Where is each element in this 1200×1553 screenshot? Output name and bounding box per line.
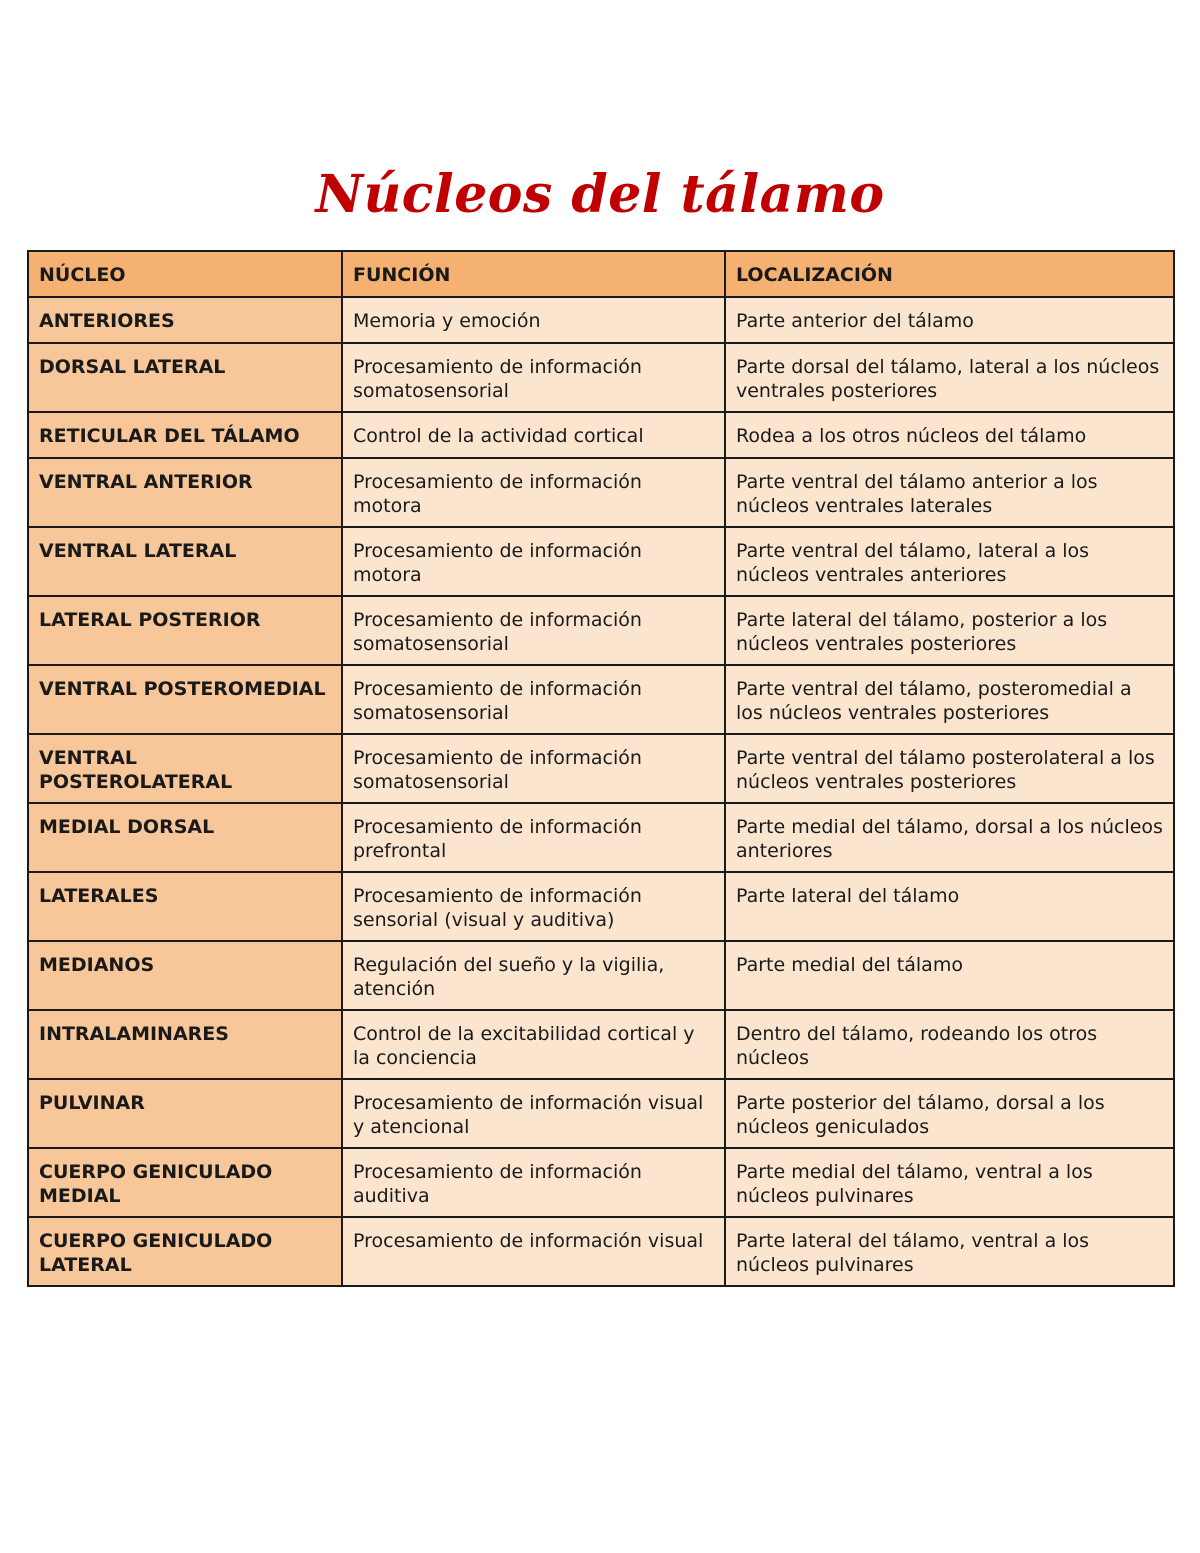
nucleus-location: Parte ventral del tálamo, posteromedial a los núcleos ventrales posteriores — [725, 665, 1174, 734]
table-row — [28, 458, 1174, 527]
nucleus-location: Parte ventral del tálamo anterior a los núcleos ventrales laterales — [725, 458, 1174, 527]
nucleus-name: VENTRAL POSTEROMEDIAL — [28, 665, 342, 734]
nucleus-name: RETICULAR DEL TÁLAMO — [28, 412, 342, 458]
nucleus-location: Parte medial del tálamo, dorsal a los núcleos anteriores — [725, 803, 1174, 872]
nucleus-name: ANTERIORES — [28, 297, 342, 343]
nucleus-location: Parte medial del tálamo, ventral a los núcleos pulvinares — [725, 1148, 1174, 1217]
nucleus-location: Parte medial del tálamo — [725, 941, 1174, 1010]
header-localizacion: LOCALIZACIÓN — [725, 251, 1174, 297]
table-row — [28, 872, 1174, 941]
table-row — [28, 596, 1174, 665]
nucleus-function: Procesamiento de información motora — [342, 458, 725, 527]
nucleus-function: Control de la actividad cortical — [342, 412, 725, 458]
nucleus-function: Procesamiento de información sensorial (visual y auditiva) — [342, 872, 725, 941]
nucleus-function: Procesamiento de información somatosensorial — [342, 596, 725, 665]
table-row — [28, 941, 1174, 1010]
table-row — [28, 1148, 1174, 1217]
nucleus-function: Procesamiento de información visual y atencional — [342, 1079, 725, 1148]
nucleus-location: Parte lateral del tálamo, ventral a los núcleos pulvinares — [725, 1217, 1174, 1286]
table-header-row — [28, 251, 1174, 297]
nucleus-location: Parte posterior del tálamo, dorsal a los núcleos geniculados — [725, 1079, 1174, 1148]
table-row — [28, 297, 1174, 343]
nucleus-name: LATERAL POSTERIOR — [28, 596, 342, 665]
table-row — [28, 1079, 1174, 1148]
nucleus-name: VENTRAL LATERAL — [28, 527, 342, 596]
nucleus-name: LATERALES — [28, 872, 342, 941]
nucleus-name: CUERPO GENICULADO LATERAL — [28, 1217, 342, 1286]
table-row — [28, 527, 1174, 596]
nucleus-function: Control de la excitabilidad cortical y la conciencia — [342, 1010, 725, 1079]
nucleus-location: Rodea a los otros núcleos del tálamo — [725, 412, 1174, 458]
nucleus-location: Parte lateral del tálamo, posterior a los núcleos ventrales posteriores — [725, 596, 1174, 665]
nuclei-table — [27, 250, 1175, 1287]
nucleus-function: Procesamiento de información motora — [342, 527, 725, 596]
page-title: Núcleos del tálamo — [315, 164, 885, 225]
nucleus-function: Regulación del sueño y la vigilia, atención — [342, 941, 725, 1010]
nucleus-location: Parte lateral del tálamo — [725, 872, 1174, 941]
nucleus-name: CUERPO GENICULADO MEDIAL — [28, 1148, 342, 1217]
nucleus-name: INTRALAMINARES — [28, 1010, 342, 1079]
nucleus-name: VENTRAL ANTERIOR — [28, 458, 342, 527]
header-nucleo: NÚCLEO — [28, 251, 342, 297]
nucleus-function: Procesamiento de información prefrontal — [342, 803, 725, 872]
nucleus-function: Procesamiento de información somatosensorial — [342, 734, 725, 803]
nucleus-location: Parte ventral del tálamo posterolateral a los núcleos ventrales posteriores — [725, 734, 1174, 803]
table-row — [28, 734, 1174, 803]
nucleus-name: VENTRAL POSTEROLATERAL — [28, 734, 342, 803]
table-row — [28, 343, 1174, 412]
nucleus-location: Parte dorsal del tálamo, lateral a los núcleos ventrales posteriores — [725, 343, 1174, 412]
nucleus-name: PULVINAR — [28, 1079, 342, 1148]
nucleus-name: MEDIANOS — [28, 941, 342, 1010]
nucleus-name: MEDIAL DORSAL — [28, 803, 342, 872]
table-row — [28, 412, 1174, 458]
nucleus-function: Procesamiento de información somatosensorial — [342, 665, 725, 734]
nucleus-name: DORSAL LATERAL — [28, 343, 342, 412]
table-row — [28, 1217, 1174, 1286]
nucleus-function: Memoria y emoción — [342, 297, 725, 343]
nucleus-function: Procesamiento de información visual — [342, 1217, 725, 1286]
header-funcion: FUNCIÓN — [342, 251, 725, 297]
nucleus-location: Dentro del tálamo, rodeando los otros núcleos — [725, 1010, 1174, 1079]
table-row — [28, 665, 1174, 734]
nucleus-function: Procesamiento de información auditiva — [342, 1148, 725, 1217]
nucleus-function: Procesamiento de información somatosensorial — [342, 343, 725, 412]
nucleus-location: Parte ventral del tálamo, lateral a los núcleos ventrales anteriores — [725, 527, 1174, 596]
table-row — [28, 1010, 1174, 1079]
nucleus-location: Parte anterior del tálamo — [725, 297, 1174, 343]
table-row — [28, 803, 1174, 872]
